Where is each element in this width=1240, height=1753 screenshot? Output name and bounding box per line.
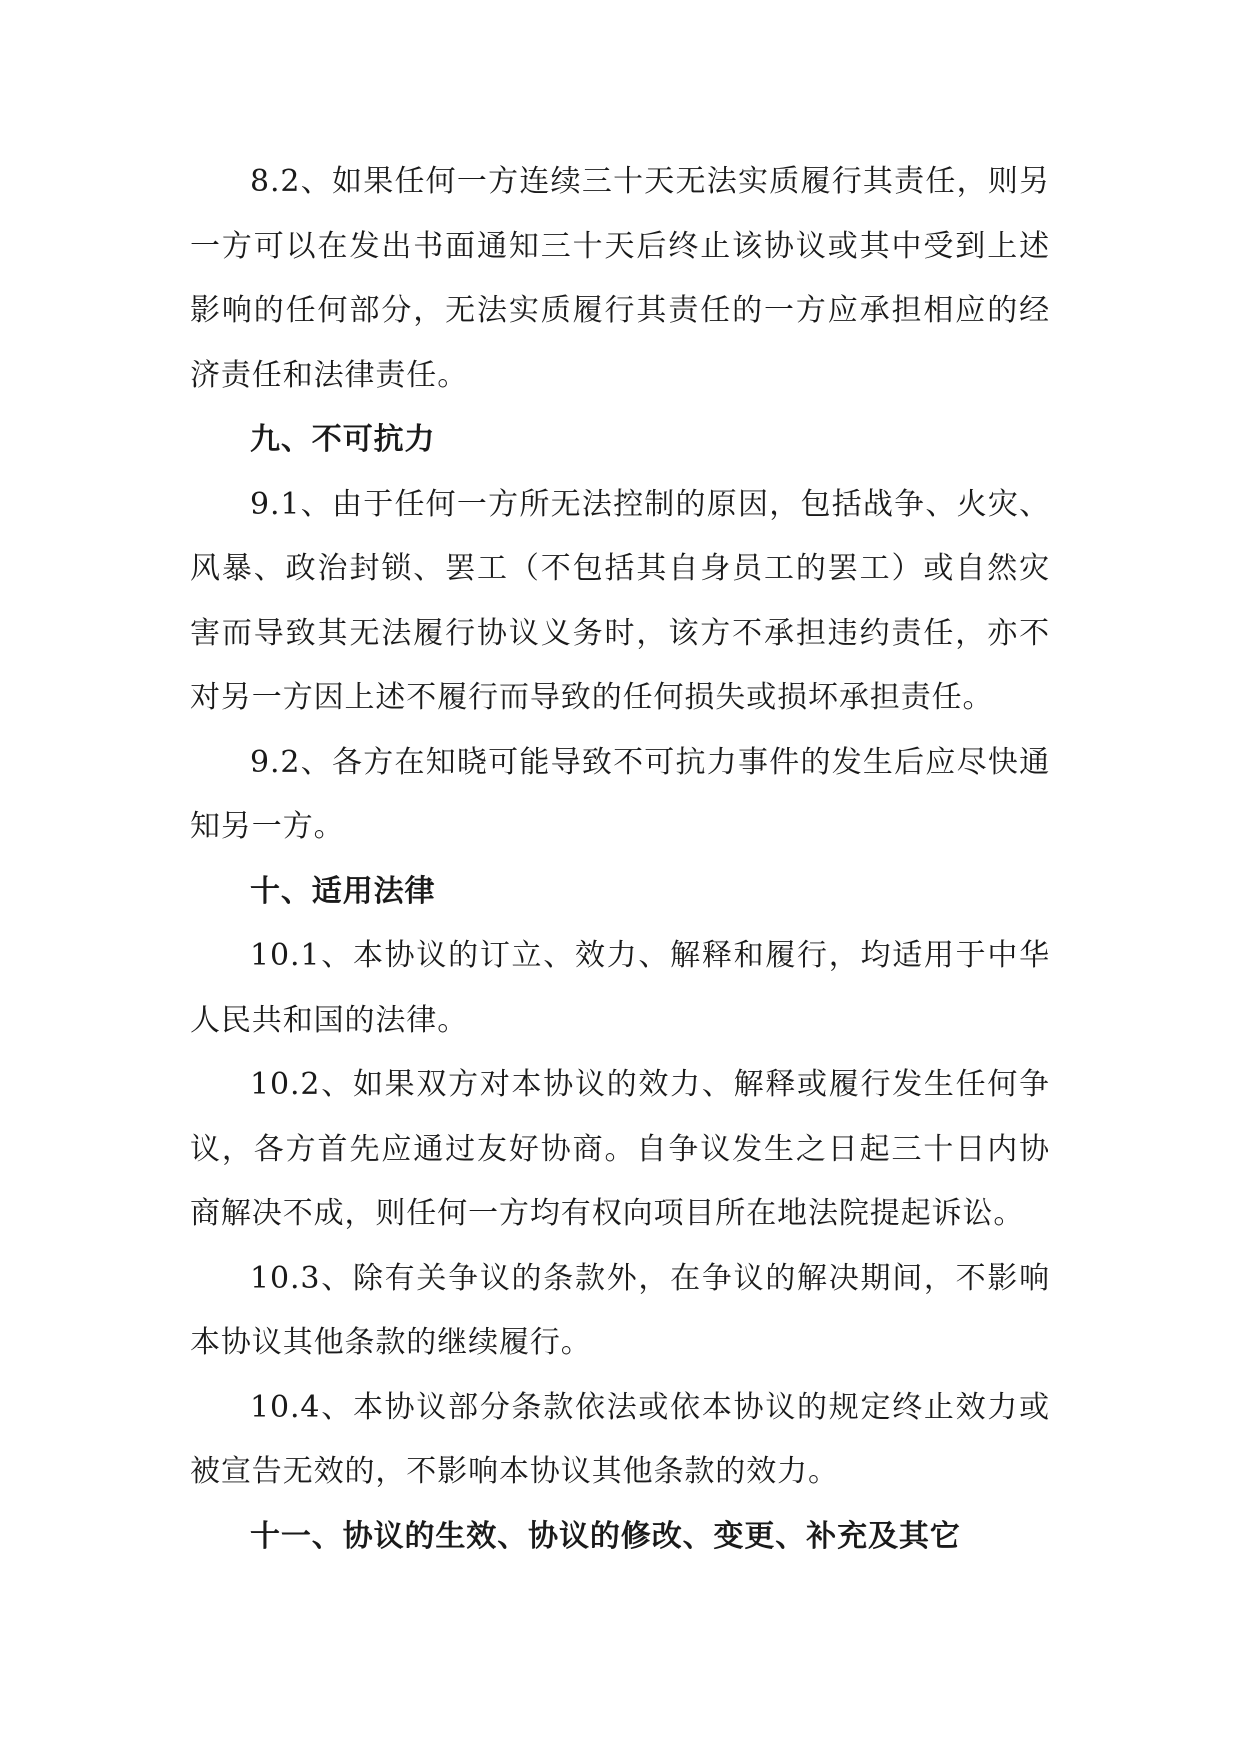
clause-10-4: 10.4、本协议部分条款依法或依本协议的规定终止效力或被宣告无效的，不影响本协议其他条款的效力。 [190, 1389, 1050, 1489]
clause-10-1: 10.1、本协议的订立、效力、解释和履行，均适用于中华人民共和国的法律。 [190, 938, 1050, 1038]
section-9-heading: 九、不可抗力 [250, 422, 436, 457]
clause-9-2: 9.2、各方在知晓可能导致不可抗力事件的发生后应尽快通知另一方。 [190, 744, 1050, 844]
clause-10-3: 10.3、除有关争议的条款外，在争议的解决期间，不影响本协议其他条款的继续履行。 [190, 1260, 1050, 1360]
clause-8-2: 8.2、如果任何一方连续三十天无法实质履行其责任，则另一方可以在发出书面通知三十天后终止该协议或其中受到上述影响的任何部分，无法实质履行其责任的一方应承担相应的经济责任和法律责任。 [190, 164, 1050, 393]
clause-10-2: 10.2、如果双方对本协议的效力、解释或履行发生任何争议，各方首先应通过友好协商。自争议发生之日起三十日内协商解决不成，则任何一方均有权向项目所在地法院提起诉讼。 [190, 1067, 1050, 1231]
section-10-heading: 十、适用法律 [250, 873, 436, 909]
clause-9-1: 9.1、由于任何一方所无法控制的原因，包括战争、火灾、风暴、政治封锁、罢工（不包括其自身员工的罢工）或自然灾害而导致其无法履行协议义务时，该方不承担违约责任，亦不对另一方因上述不履行而导致的任何损失或损坏承担责任。 [190, 486, 1050, 715]
document-body [190, 150, 1050, 1569]
section-11-heading: 十一、协议的生效、协议的修改、变更、补充及其它 [250, 1518, 961, 1554]
